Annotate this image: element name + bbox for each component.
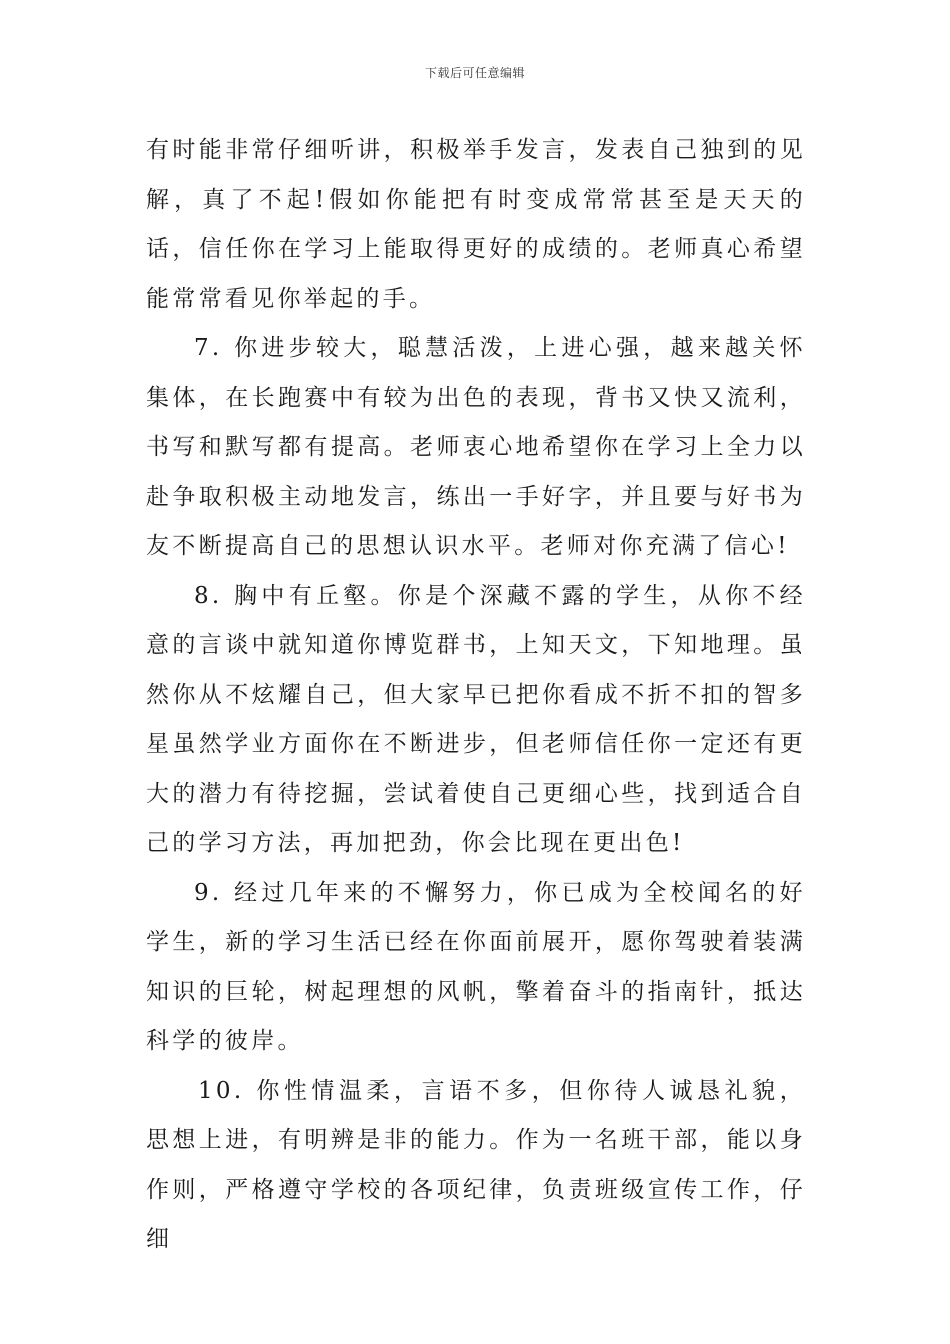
paragraph-continued: 有时能非常仔细听讲，积极举手发言，发表自己独到的见解，真了不起!假如你能把有时变成常常甚至是天天的话，信任你在学习上能取得更好的成绩的。老师真心希望能常常看见你举起的手。 <box>146 137 806 312</box>
paragraph-9: 9. 经过几年来的不懈努力，你已成为全校闻名的好学生，新的学习生活已经在你面前展开，愿你驾驶着装满知识的巨轮，树起理想的风帆，擎着奋斗的指南针，抵达科学的彼岸。 <box>146 879 806 1054</box>
paragraph-7: 7. 你进步较大，聪慧活泼，上进心强，越来越关怀集体，在长跑赛中有较为出色的表现，背书又快又流利，书写和默写都有提高。老师衷心地希望你在学习上全力以赴争取积极主动地发言，练出一手好字，并且要与好书为友不断提高自己的思想认识水平。老师对你充满了信心! <box>146 335 806 559</box>
page-header: 下载后可任意编辑 <box>424 66 525 80</box>
paragraph-10: 10. 你性情温柔，言语不多，但你待人诚恳礼貌，思想上进，有明辨是非的能力。作为一名班干部，能以身作则，严格遵守学校的各项纪律，负责班级宣传工作，仔细 <box>146 1077 806 1252</box>
document-body <box>146 126 806 1265</box>
paragraph-8: 8. 胸中有丘壑。你是个深藏不露的学生，从你不经意的言谈中就知道你博览群书，上知天文，下知地理。虽然你从不炫耀自己，但大家早已把你看成不折不扣的智多星虽然学业方面你在不断进步，但老师信任你一定还有更大的潜力有待挖掘，尝试着使自己更细心些，找到适合自己的学习方法，再加把劲，你会比现在更出色! <box>146 582 806 856</box>
